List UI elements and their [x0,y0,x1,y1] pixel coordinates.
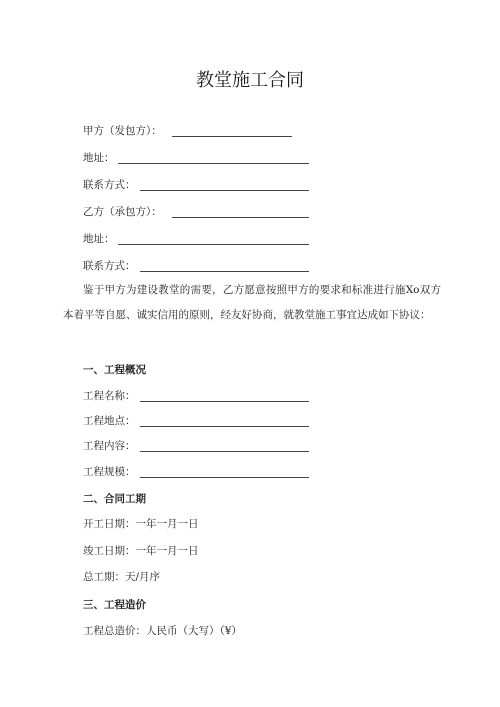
party-a-label: 甲方（发包方）： [83,125,162,137]
section-2-heading: 二、合同工期 [83,493,146,505]
end-date: 竣工日期：一年一月一日 [83,545,199,557]
project-location-blank[interactable] [140,426,309,427]
party-a-address-blank[interactable] [118,163,309,164]
start-date: 开工日期：一年一月一日 [83,518,199,530]
party-b-address-label: 地址： [83,233,115,245]
project-content-blank[interactable] [140,451,309,452]
project-location-label: 工程地点： [83,415,136,427]
party-b-blank[interactable] [172,217,309,218]
total-duration: 总工期：天/月序 [83,571,161,583]
project-scale-blank[interactable] [140,477,309,478]
section-1-heading: 一、工程概况 [83,364,146,376]
party-b-address-blank[interactable] [118,244,309,245]
party-b-contact-blank[interactable] [140,271,309,272]
party-b-label: 乙方（承包方）： [83,206,162,218]
party-a-contact-blank[interactable] [140,190,309,191]
project-content-label: 工程内容： [83,440,136,452]
project-name-blank[interactable] [140,401,309,402]
project-name-label: 工程名称： [83,390,136,402]
section-3-heading: 三、工程造价 [83,599,146,611]
party-b-contact-label: 联系方式： [83,260,136,272]
preamble-paragraph: 鉴于甲方为建设教堂的需要，乙方愿意按照甲方的要求和标准进行施Xo双方本着平等自愿、诚实信用的原则，经友好协商，就教堂施工事宜达成如下协议： [63,284,441,321]
party-a-address-label: 地址： [83,152,115,164]
total-price: 工程总造价：人民币（大写）（¥） [83,625,242,637]
project-scale-label: 工程规模： [83,466,136,478]
party-a-contact-label: 联系方式： [83,179,136,191]
party-a-blank[interactable] [172,136,292,137]
document-title: 教堂施工合同 [196,70,304,91]
